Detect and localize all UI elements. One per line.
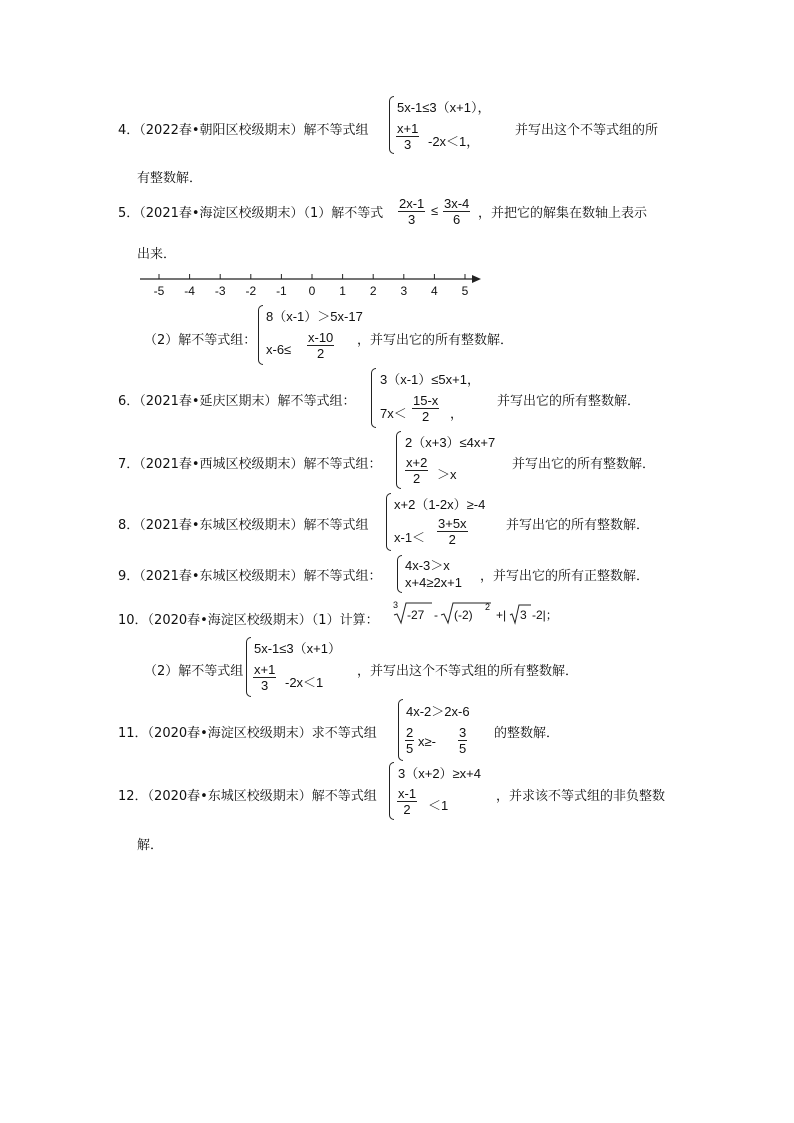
fraction [405,455,428,486]
problem-4-tail: 并写出这个不等式组的所 [515,123,659,138]
fraction [405,725,414,756]
inequality-line-1: 3（x-1）≤5x+1， [380,372,480,387]
problem-5-tail: ，并把它的解集在数轴上表示 [478,206,648,221]
inequality-line-2: x+4≥2x+1 [405,575,463,590]
fraction [458,725,467,756]
problem-12-tail: ，并求该不等式组的非负整数 [496,789,666,804]
fraction-numerator: 15-x [413,393,439,408]
brace [398,699,403,761]
number-line-tick-label: -3 [214,284,226,298]
inequality-line-2-suffix: ＜1 [428,798,449,813]
number-line-tick-label: -5 [153,284,165,298]
fraction-denominator: 5 [406,741,414,756]
abs-close: -2|； [532,608,558,622]
number-line-tick-label: -1 [276,284,287,298]
radicand-1: -27 [407,608,425,622]
brace [386,493,391,551]
fraction-numerator: x-10 [308,330,334,345]
inequality-line-2-suffix: ， [450,406,464,421]
fraction-numerator: x-1 [398,786,417,801]
inequality-line-1: 2（x+3）≤4x+7 [405,435,496,450]
number-line-tick-label: 2 [369,284,377,298]
fraction-denominator: 2 [422,409,430,424]
problem-11-tail: 的整数解． [494,726,560,741]
fraction-numerator: 2x-1 [399,196,425,211]
problem-4-continuation: 有整数解． [137,171,203,186]
inequality-line-2-suffix: ＞x [437,467,457,482]
brace [246,637,251,697]
fraction [412,393,439,424]
problem-8-tail: 并写出它的所有整数解． [506,518,650,533]
inequality-line-1: 5x-1≤3（x+1） [254,641,341,656]
fraction-denominator: 3 [404,137,412,152]
radicand-2: (-2) [454,608,473,622]
number-line-tick-label: -2 [245,284,257,298]
problem-9-label: 9．（2021春•东城区校级期末）解不等式组： [118,569,382,584]
brace [389,762,394,820]
problem-12-continuation: 解． [137,838,164,853]
fraction-numerator: 2 [406,725,414,740]
number-line-tick-label: 0 [308,284,316,298]
fraction-numerator: x+2 [406,455,428,470]
number-line-tick-label: 4 [431,284,438,298]
abs-open: +| [496,608,507,622]
relation-symbol: ≤ [431,203,439,218]
inequality-line-2-prefix: x-1＜ [394,530,426,545]
radicand-3: 3 [520,608,527,622]
problem-11-label: 11．（2020春•海淀区校级期末）求不等式组 [118,726,377,741]
problem-8-label: 8．（2021春•东城区校级期末）解不等式组 [118,518,369,533]
fraction-denominator: 6 [453,212,461,227]
inequality-line-1: 3（x+2）≥x+4 [398,766,482,781]
problem-5-part2-tail: ，并写出它的所有整数解． [357,333,514,348]
fraction-denominator: 2 [413,471,421,486]
problem-10-part2-tail: ，并写出这个不等式组的所有整数解． [357,664,579,679]
number-line [0,0,794,310]
number-line-arrow [472,275,481,283]
fraction-numerator: x+1 [397,121,419,136]
problem-5-continuation: 出来． [137,247,177,262]
fraction-denominator: 2 [317,346,325,361]
fraction-denominator: 2 [403,802,411,817]
number-line-tick-label: -4 [184,284,195,298]
inequality-line-1: 4x-2＞2x-6 [406,704,470,719]
problem-5-label: 5．（2021春•海淀区校级期末）（1）解不等式 [118,206,384,221]
inequality-line-2-middle: x≥- [418,734,436,749]
fraction-numerator: 3+5x [438,516,467,531]
inequality-line-2: -2x＜1， [428,134,480,149]
problem-4-label: 4．（2022春•朝阳区校级期末）解不等式组 [118,123,369,138]
inequality-line-1: 4x-3＞x [405,558,450,573]
fraction-numerator: x+1 [254,662,276,677]
problem-6-label: 6．（2021春•延庆区期末）解不等式组： [118,394,356,409]
fraction-denominator: 3 [408,212,416,227]
problem-10-label: 10．（2020春•海淀区校级期末）（1）计算： [118,613,379,628]
inequality-line-1: 8（x-1）＞5x-17 [266,309,363,324]
brace [396,431,401,489]
inequality-line-2-suffix: -2x＜1 [285,675,324,690]
problem-10-part2-label: （2）解不等式组 [144,664,244,679]
fraction [397,786,417,817]
exponent: 2 [485,602,491,612]
problem-7-label: 7．（2021春•西城区校级期末）解不等式组： [118,457,382,472]
fraction [437,516,468,547]
minus-sign: - [434,608,438,622]
root-index: 3 [393,600,399,610]
brace [397,555,402,593]
fraction-denominator: 2 [448,532,456,547]
number-line-tick-label: 3 [400,284,408,298]
problem-12-label: 12．（2020春•东城区校级期末）解不等式组 [118,789,377,804]
number-line-tick-label: 5 [461,284,469,298]
inequality-line-1: 5x-1≤3（x+1）， [397,100,491,115]
fraction-denominator: 3 [261,678,269,693]
fraction-denominator: 5 [459,741,467,756]
fraction [307,330,334,361]
problem-9-tail: ，并写出它的所有正整数解． [480,569,650,584]
fraction [253,662,276,693]
number-line-tick-label: 1 [339,284,346,298]
brace [258,305,263,365]
brace [371,368,376,428]
inequality-line-2-prefix: x-6≤ [266,342,292,357]
problem-7-tail: 并写出它的所有整数解． [512,457,656,472]
fraction-numerator: 3x-4 [444,196,470,211]
inequality-line-1: x+2（1-2x）≥-4 [394,497,486,512]
problem-5-part2-label: （2）解不等式组： [144,333,257,348]
radical-expression [390,598,590,628]
fraction-numerator: 3 [459,725,467,740]
inequality-line-2-prefix: 7x＜ [380,406,407,421]
problem-6-tail: 并写出它的所有整数解． [497,394,641,409]
